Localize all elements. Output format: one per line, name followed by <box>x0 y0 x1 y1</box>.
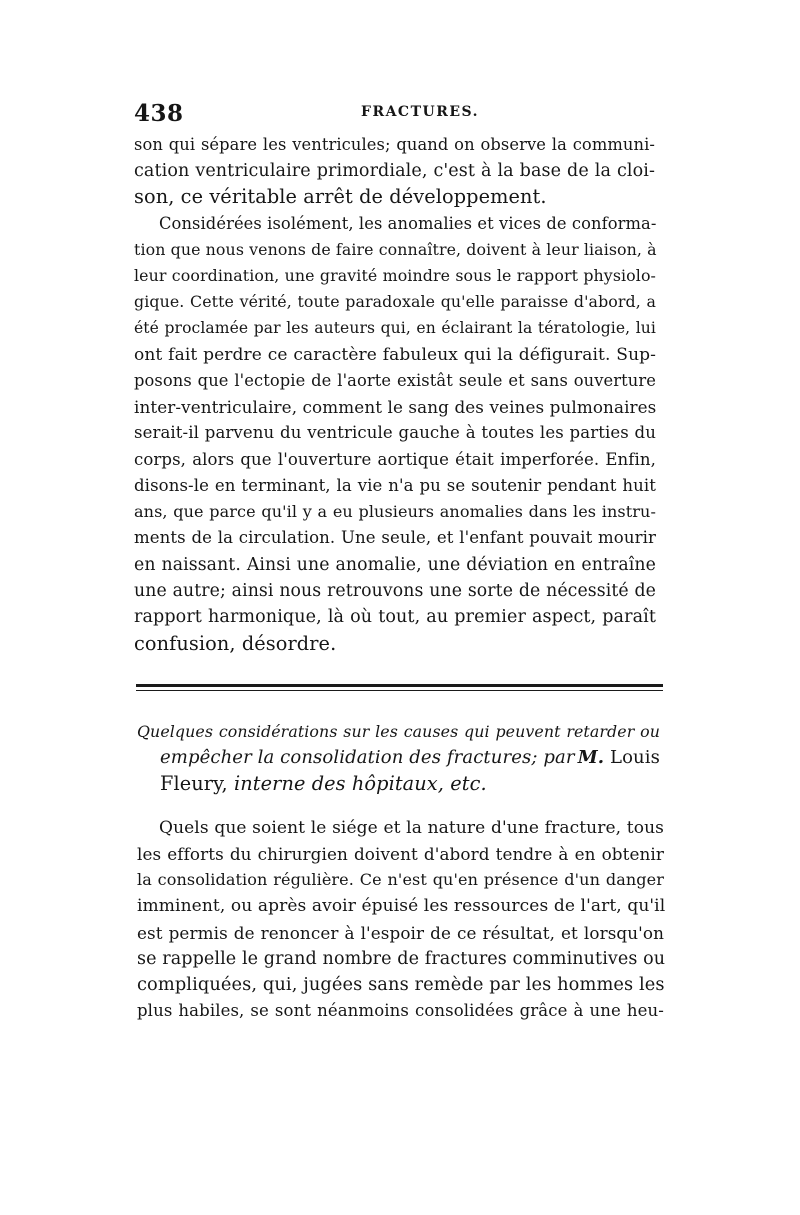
title-line: Quelques considérations sur les causes qui peuvent retarder ou <box>137 722 660 741</box>
section-divider <box>136 684 663 687</box>
text-line: la consolidation régulière. Ce n'est qu'en présence d'un danger <box>137 870 664 889</box>
text-line: été proclamée par les auteurs qui, en éclairant la tératologie, lui <box>134 319 656 337</box>
title-line <box>160 771 487 797</box>
text-line: leur coordination, une gravité moindre sous le rapport physiolo- <box>134 266 656 285</box>
text-line: son, ce véritable arrêt de développement. <box>134 185 547 208</box>
text-line: ans, que parce qu'il y a eu plusieurs anomalies dans les instru- <box>134 502 656 521</box>
section-divider-thin <box>136 690 663 691</box>
page-header <box>134 100 664 128</box>
text-line: posons que l'ectopie de l'aorte existât seule et sans ouverture <box>134 371 656 390</box>
author-surname: Fleury, <box>160 772 228 795</box>
text-line: corps, alors que l'ouverture aortique était imperforée. Enfin, <box>134 450 656 469</box>
text-line: plus habiles, se sont néanmoins consolidées grâce à une heu- <box>137 1001 664 1020</box>
title-line <box>160 745 660 771</box>
text-line: inter-ventriculaire, comment le sang des veines pulmonaires <box>134 397 657 417</box>
text-line: Quels que soient le siége et la nature d'une fracture, tous <box>159 818 664 838</box>
page-number: 438 <box>134 100 184 127</box>
running-head: FRACTURES. <box>361 104 479 120</box>
text-line: cation ventriculaire primordiale, c'est à la base de la cloi- <box>134 161 655 181</box>
text-line: serait-il parvenu du ventricule gauche à toutes les parties du <box>134 423 656 442</box>
text-line: en naissant. Ainsi une anomalie, une déviation en entraîne <box>134 555 656 575</box>
text-line: son qui sépare les ventricules; quand on observe la communi- <box>134 135 655 154</box>
text-line: se rappelle le grand nombre de fractures comminutives ou <box>137 949 666 969</box>
author-block <box>578 745 660 771</box>
title-text: empêcher la consolidation des fractures; par <box>160 747 575 768</box>
text-line: Considérées isolément, les anomalies et vices de conforma- <box>159 214 657 233</box>
text-line: compliquées, qui, jugées sans remède par les hommes les <box>137 974 665 995</box>
text-line: disons-le en terminant, la vie n'a pu se soutenir pendant huit <box>134 476 656 495</box>
text-line: tion que nous venons de faire connaître, doivent à leur liaison, à <box>134 240 657 259</box>
text-line: imminent, ou après avoir épuisé les ressources de l'art, qu'il <box>137 896 666 916</box>
text-line: ments de la circulation. Une seule, et l'enfant pouvait mourir <box>134 528 656 547</box>
text-line: les efforts du chirurgien doivent d'abord tendre à en obtenir <box>137 844 664 864</box>
author-name: Louis <box>610 747 660 768</box>
text-line: rapport harmonique, là où tout, au premier aspect, paraît <box>134 607 656 627</box>
author-prefix: M. <box>577 747 605 768</box>
text-line: ont fait perdre ce caractère fabuleux qui la défigurait. Sup- <box>134 345 656 365</box>
text-line: confusion, désordre. <box>134 632 337 655</box>
text-line: une autre; ainsi nous retrouvons une sorte de nécessité de <box>134 581 656 601</box>
author-affiliation: interne des hôpitaux, etc. <box>234 772 487 795</box>
text-line: est permis de renoncer à l'espoir de ce résultat, et lorsqu'on <box>137 923 664 943</box>
text-line: gique. Cette vérité, toute paradoxale qu'elle paraisse d'abord, a <box>134 292 656 311</box>
